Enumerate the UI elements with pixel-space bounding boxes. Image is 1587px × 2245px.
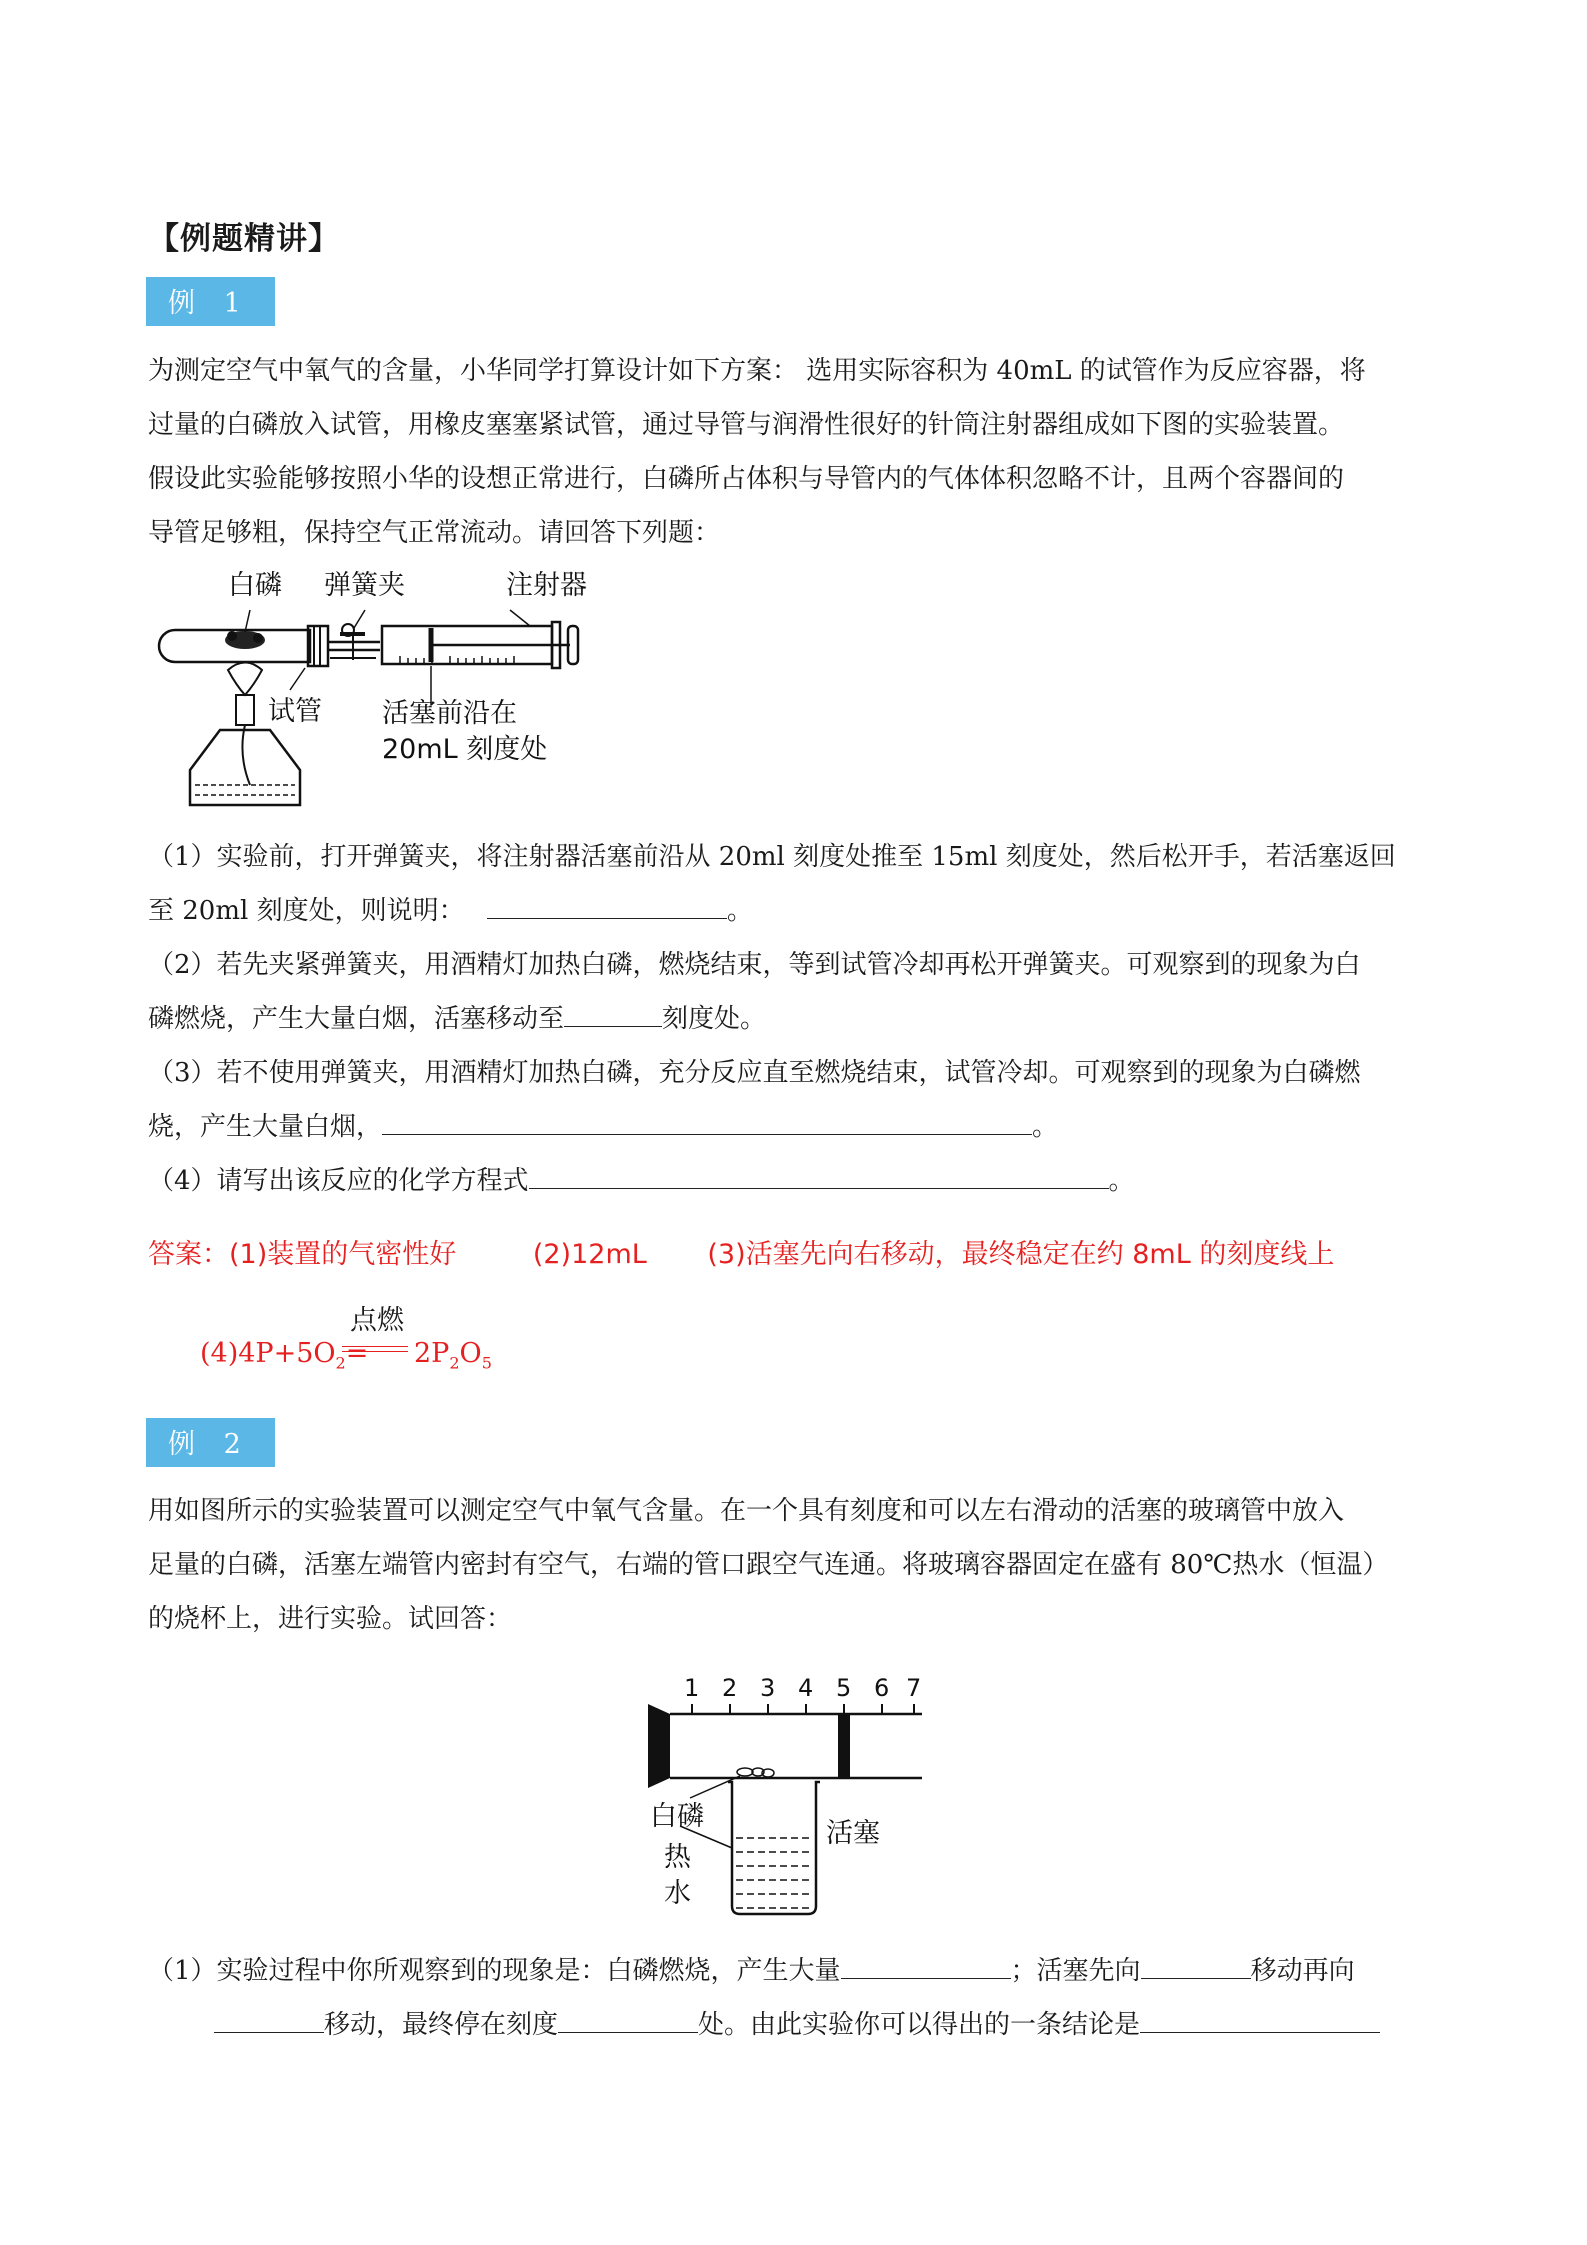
stem-line: 用如图所示的实验装置可以测定空气中氧气含量。在一个具有刻度和可以左右滑动的活塞的玻璃管中放入 xyxy=(148,1496,1345,1526)
equation-right: $2P_2O_5$ xyxy=(414,1338,492,1373)
svg-text:5: 5 xyxy=(836,1674,852,1702)
example-1-questions xyxy=(148,830,1458,1208)
answer-blank-ex2-3[interactable] xyxy=(214,2006,324,2033)
example-2-apparatus-figure xyxy=(640,1670,940,1930)
phosphorus-bits xyxy=(737,1768,774,1777)
answer-blank-4[interactable] xyxy=(529,1162,1109,1189)
question-1-text: 至 20ml 刻度处，则说明： xyxy=(148,896,465,926)
question-1-line-a: （1）实验过程中你所观察到的现象是：白磷燃烧，产生大量 ；活塞先向 移动再向 xyxy=(148,1944,1458,1998)
stem-line: 过量的白磷放入试管，用橡皮塞塞紧试管，通过导管与润滑性很好的针筒注射器组成如下图的实验装置。 xyxy=(148,410,1345,440)
question-3-text: 烧，产生大量白烟， xyxy=(148,1112,383,1142)
tube-scale xyxy=(684,1674,921,1702)
equation-double-line xyxy=(342,1346,408,1352)
question-3-end: 。 xyxy=(1032,1112,1059,1142)
figure2-label-water-1: 热 xyxy=(664,1842,691,1873)
answer-blank-ex2-2[interactable] xyxy=(1141,1952,1251,1979)
answer-blank-3[interactable] xyxy=(382,1108,1032,1135)
answer-3: (3)活塞先向右移动，最终稳定在约 8mL 的刻度线上 xyxy=(707,1239,1335,1270)
example-2-stem xyxy=(148,1484,1448,1646)
question-4-text: （4）请写出该反应的化学方程式 xyxy=(148,1166,529,1196)
svg-text:7: 7 xyxy=(906,1674,922,1702)
svg-text:4: 4 xyxy=(798,1674,814,1702)
equation-condition: 点燃 xyxy=(350,1305,404,1336)
question-2-end: 刻度处。 xyxy=(662,1004,767,1034)
alcohol-lamp-icon xyxy=(190,663,300,806)
figure-label-tube: 试管 xyxy=(268,696,322,727)
answer-prefix: 答案： xyxy=(148,1239,229,1270)
stem-line: 假设此实验能够按照小华的设想正常进行，白磷所占体积与导管内的气体体积忽略不计，且两个容器间的 xyxy=(148,464,1345,494)
example-1-tag: 例 1 xyxy=(146,277,275,326)
section-heading: 【例题精讲】 xyxy=(148,221,340,257)
stem-line: 足量的白磷，活塞左端管内密封有空气，右端的管口跟空气连通。将玻璃容器固定在盛有 80℃热水（恒温） xyxy=(148,1550,1389,1580)
figure-label-clip: 弹簧夹 xyxy=(324,570,405,601)
question-1-line-a: （1）实验前，打开弹簧夹，将注射器活塞前沿从 20ml 刻度处推至 15ml 刻度处，然后松开手，若活塞返回 xyxy=(148,842,1396,872)
answer-blank-ex2-1[interactable] xyxy=(841,1952,1011,1979)
stem-line: 的烧杯上，进行实验。试回答： xyxy=(148,1604,513,1634)
figure2-label-phosphorus: 白磷 xyxy=(650,1801,704,1832)
question-3-line-a: （3）若不使用弹簧夹，用酒精灯加热白磷，充分反应直至燃烧结束，试管冷却。可观察到的现象为白磷燃 xyxy=(148,1058,1361,1088)
equation-left: $(4)4P+5O_2=$ xyxy=(200,1338,369,1373)
figure-label-syringe: 注射器 xyxy=(506,570,587,601)
stem-line: 导管足够粗，保持空气正常流动。请回答下列题： xyxy=(148,518,721,548)
example-2-tag: 例 2 xyxy=(146,1418,275,1467)
piston-bar xyxy=(838,1714,850,1778)
answer-line-1 xyxy=(148,1232,1334,1271)
question-2-line-a: （2）若先夹紧弹簧夹，用酒精灯加热白磷，燃烧结束，等到试管冷却再松开弹簧夹。可观察到的现象为白 xyxy=(148,950,1361,980)
figure-label-piston-2: 20mL 刻度处 xyxy=(382,734,548,765)
answer-blank-1[interactable] xyxy=(487,892,727,919)
answer-blank-2[interactable] xyxy=(564,1000,662,1027)
figure2-label-water-2: 水 xyxy=(664,1878,691,1909)
svg-text:2: 2 xyxy=(722,1674,738,1702)
figure-label-piston-1: 活塞前沿在 xyxy=(382,698,517,729)
svg-text:3: 3 xyxy=(760,1674,776,1702)
question-2-text: 磷燃烧，产生大量白烟，活塞移动至 xyxy=(148,1004,565,1034)
question-4-line xyxy=(148,1154,1458,1208)
example-1-stem xyxy=(148,344,1448,560)
figure2-label-piston: 活塞 xyxy=(826,1818,880,1849)
answer-2: (2)12mL xyxy=(532,1239,647,1270)
question-3-line-b xyxy=(148,1100,1458,1154)
svg-text:6: 6 xyxy=(874,1674,890,1702)
answer-1: (1)装置的气密性好 xyxy=(229,1239,457,1270)
figure-label-phosphorus: 白磷 xyxy=(228,570,282,601)
svg-text:1: 1 xyxy=(684,1674,700,1702)
question-2-line-b xyxy=(148,992,1458,1046)
answer-blank-ex2-4[interactable] xyxy=(558,2006,698,2033)
phosphorus-blob xyxy=(225,631,265,649)
question-4-end: 。 xyxy=(1108,1166,1135,1196)
stem-line: 为测定空气中氧气的含量，小华同学打算设计如下方案： 选用实际容积为 40mL 的试管作为反应容器，将 xyxy=(148,356,1366,386)
answer-blank-ex2-5[interactable] xyxy=(1140,2006,1380,2033)
example-1-apparatus-figure xyxy=(150,560,610,810)
question-1-line-b xyxy=(148,884,1458,938)
question-1-line-b: 移动，最终停在刻度 处。由此实验你可以得出的一条结论是 xyxy=(148,1998,1458,2052)
answer-line-4 xyxy=(200,1298,600,1378)
question-1-end: 。 xyxy=(726,896,753,926)
example-2-questions xyxy=(148,1944,1458,2052)
